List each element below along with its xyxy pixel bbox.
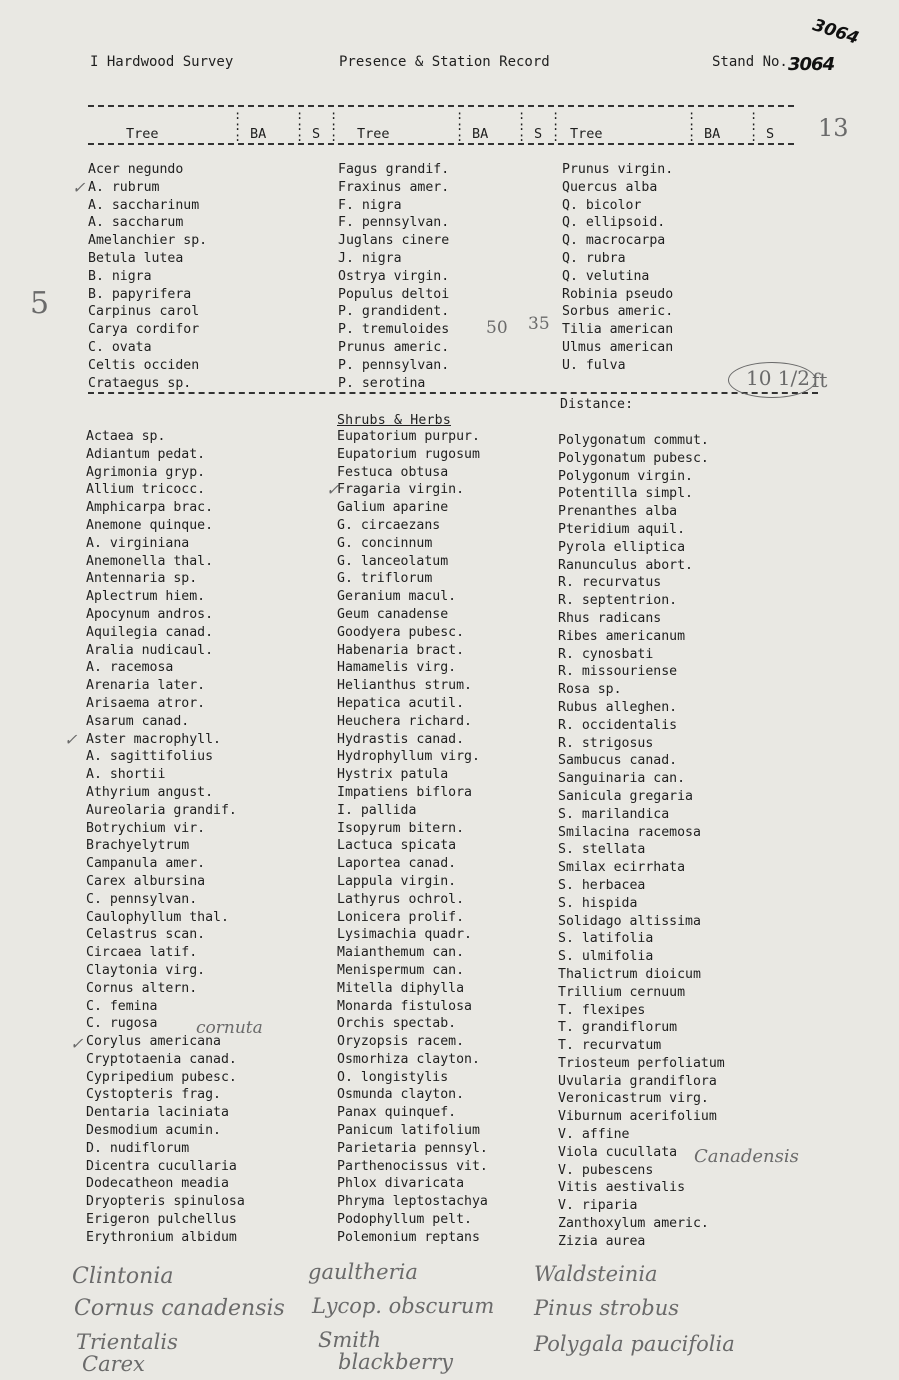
herb-species-row: Asarum canad. <box>86 713 190 729</box>
tree-species-row: Betula lutea <box>88 250 184 266</box>
herb-species-row: Desmodium acumin. <box>86 1123 221 1139</box>
herb-species-row: Corylus americana <box>86 1034 221 1050</box>
note-cornus: Cornus canadensis <box>74 1296 285 1321</box>
herb-species-row: Potentilla simpl. <box>558 486 693 502</box>
tree-species-row: Prunus americ. <box>338 339 450 355</box>
herb-species-row: Menispermum can. <box>337 962 465 978</box>
herb-species-row: A. virginiana <box>86 535 190 551</box>
herb-species-row: Phlox divaricata <box>337 1176 465 1192</box>
herb-list-1 <box>86 428 245 1247</box>
herb-species-row: Panax quinquef. <box>337 1105 457 1121</box>
tree-species-row: F. pennsylvan. <box>338 215 450 231</box>
separator: : : : <box>552 108 560 144</box>
herb-species-row: Aster macrophyll. <box>86 731 221 747</box>
herb-species-row: Cryptotaenia canad. <box>86 1051 237 1067</box>
herb-species-row: Carex albursina <box>86 873 206 889</box>
separator: : : : <box>234 108 242 144</box>
note-pinus: Pinus strobus <box>534 1296 679 1320</box>
tree-species-row: B. nigra <box>88 268 152 284</box>
herb-species-row: G. triflorum <box>337 571 433 587</box>
tree-species-row: Ostrya virgin. <box>338 268 450 284</box>
herb-species-row: Impatiens biflora <box>337 784 472 800</box>
tree-species-row: U. fulva <box>562 357 626 373</box>
distance-value: 10 1/2 <box>746 366 810 390</box>
herb-species-row: Smilax ecirrhata <box>558 860 686 876</box>
note-lycopodium: Lycop. obscurum <box>312 1294 495 1318</box>
herb-species-row: Uvularia grandiflora <box>558 1073 717 1089</box>
herb-species-row: O. longistylis <box>337 1069 449 1085</box>
herb-species-row: Aplectrum hiem. <box>86 589 206 605</box>
col-header-ba-1: BA <box>250 126 267 142</box>
separator: : : : <box>456 108 464 144</box>
herb-species-row: Festuca obtusa <box>337 464 449 480</box>
tree-species-row: Prunus virgin. <box>562 162 674 177</box>
herb-species-row: S. herbacea <box>558 877 646 893</box>
stand-label: Stand No. <box>712 54 788 70</box>
herb-species-row: Pteridium aquil. <box>558 521 686 537</box>
herb-species-row: Adiantum pedat. <box>86 446 206 462</box>
tree-list-3 <box>562 161 673 375</box>
header-rule-top <box>88 105 794 107</box>
herb-species-row: Anemone quinque. <box>86 517 214 533</box>
herb-species-row: A. racemosa <box>86 660 174 676</box>
herb-species-row: Ranunculus abort. <box>558 557 693 573</box>
herb-species-row: Monarda fistulosa <box>337 998 472 1014</box>
herb-species-row: Dentaria laciniata <box>86 1105 229 1121</box>
tree-species-row: Amelanchier sp. <box>88 233 208 249</box>
herb-species-row: Goodyera pubesc. <box>337 624 465 640</box>
herb-species-row: Geranium macul. <box>337 589 457 605</box>
herb-species-row: Polemonium reptans <box>337 1229 480 1245</box>
col-header-ba-2: BA <box>472 126 489 142</box>
herb-species-row: Lysimachia quadr. <box>337 927 472 943</box>
separator: : : : <box>296 108 304 144</box>
record-title: Presence & Station Record <box>339 54 550 70</box>
tree-species-row: P. tremuloides <box>338 322 450 338</box>
herb-species-row: Anemonella thal. <box>86 553 214 569</box>
note-clintonia: Clintonia <box>72 1264 174 1289</box>
herb-species-row: Arenaria later. <box>86 678 206 694</box>
col-header-s-1: S <box>312 126 321 142</box>
herb-species-row: Arisaema atror. <box>86 695 206 711</box>
tree-species-row: Q. ellipsoid. <box>562 215 666 231</box>
herb-species-row: Cypripedium pubesc. <box>86 1069 237 1085</box>
tree-species-row: Carpinus carol <box>88 304 200 320</box>
tree-species-row: B. papyrifera <box>88 286 192 302</box>
col-header-tree-1: Tree <box>126 126 159 142</box>
herb-species-row: T. recurvatum <box>558 1038 662 1054</box>
tree-species-row: Q. rubra <box>562 250 626 266</box>
herb-species-row: Aralia nudicaul. <box>86 642 214 658</box>
herb-species-row: Lactuca spicata <box>337 838 457 854</box>
herb-species-row: Ribes americanum <box>558 628 686 644</box>
tree-species-row: C. ovata <box>88 339 152 355</box>
herb-species-row: Pyrola elliptica <box>558 539 686 555</box>
herb-species-row: Osmorhiza clayton. <box>337 1051 480 1067</box>
stand-number-ink: 3064 <box>810 15 862 49</box>
herb-species-row: Thalictrum dioicum <box>558 966 701 982</box>
herb-species-row: Sanicula gregaria <box>558 788 693 804</box>
herb-species-row: Sanguinaria can. <box>558 771 686 787</box>
herb-list-3 <box>558 432 725 1251</box>
tree-species-row: Quercus alba <box>562 179 658 195</box>
distance-label: Distance: <box>560 397 634 412</box>
herb-species-row: R. missouriense <box>558 664 678 680</box>
herb-species-row: Hystrix patula <box>337 767 449 783</box>
herb-species-row: Lappula virgin. <box>337 873 457 889</box>
herb-species-row: Galium aparine <box>337 500 449 516</box>
herb-species-row: Panicum latifolium <box>337 1123 480 1139</box>
herb-species-row: Trillium cernuum <box>558 984 686 1000</box>
ba-value-note: 50 <box>486 318 508 338</box>
herb-species-row: S. stellata <box>558 842 646 858</box>
herb-species-row: Heuchera richard. <box>337 713 472 729</box>
herb-species-row: Parietaria pennsyl. <box>337 1140 488 1156</box>
herb-species-row: T. flexipes <box>558 1002 646 1018</box>
herb-species-row: Rubus alleghen. <box>558 699 678 715</box>
tree-species-row: J. nigra <box>338 250 402 266</box>
herb-species-row: Dicentra cucullaria <box>86 1158 237 1174</box>
herb-species-row: Athyrium angust. <box>86 784 214 800</box>
herb-species-row: Osmunda clayton. <box>337 1087 465 1103</box>
tree-species-row: Robinia pseudo <box>562 286 674 302</box>
col-header-ba-3: BA <box>704 126 721 142</box>
herb-species-row: Triosteum perfoliatum <box>558 1055 725 1071</box>
herb-species-row: Celastrus scan. <box>86 927 206 943</box>
separator: : : : <box>750 108 758 144</box>
distance-unit: ft <box>812 368 828 392</box>
herb-species-row: Mitella diphylla <box>337 980 465 996</box>
herb-species-row: V. pubescens <box>558 1162 654 1178</box>
check-mark: ✓ <box>326 480 340 499</box>
tree-species-row: Celtis occiden <box>88 357 200 373</box>
herb-species-row: C. femina <box>86 998 158 1014</box>
survey-title: I Hardwood Survey <box>90 54 234 70</box>
herb-species-row: C. rugosa <box>86 1016 158 1032</box>
herb-species-row: Caulophyllum thal. <box>86 909 229 925</box>
herb-species-row: I. pallida <box>337 802 417 818</box>
tree-list-2 <box>338 161 449 392</box>
herb-species-row: Maianthemum can. <box>337 945 465 961</box>
herb-species-row: Circaea latif. <box>86 945 198 961</box>
herb-species-row: Hydrastis canad. <box>337 731 465 747</box>
herb-species-row: Oryzopsis racem. <box>337 1034 465 1050</box>
s-value-note: 35 <box>528 314 550 334</box>
herb-list-2 <box>337 428 488 1247</box>
note-smith: Smith <box>318 1328 381 1352</box>
herb-species-row: T. grandiflorum <box>558 1020 678 1036</box>
tree-species-row: Carya cordifor <box>88 322 200 338</box>
herb-species-row: Zizia aurea <box>558 1233 646 1249</box>
left-margin-note: 5 <box>30 286 50 321</box>
tree-species-row: Tilia american <box>562 322 674 338</box>
separator: : : : <box>518 108 526 144</box>
note-gaultheria: gaultheria <box>308 1260 418 1284</box>
tree-species-row: P. pennsylvan. <box>338 357 450 373</box>
herb-species-row: Polygonatum commut. <box>558 433 709 448</box>
col-header-s-3: S <box>766 126 775 142</box>
herb-species-row: Viola cucullata <box>558 1144 678 1160</box>
herb-species-row: Prenanthes alba <box>558 504 678 520</box>
herb-species-row: Isopyrum bitern. <box>337 820 465 836</box>
herb-species-row: Agrimonia gryp. <box>86 464 206 480</box>
section-rule <box>88 392 818 394</box>
herb-species-row: A. sagittifolius <box>86 749 214 765</box>
tree-species-row: Fraxinus amer. <box>338 179 450 195</box>
herb-species-row: V. riparia <box>558 1198 638 1214</box>
herb-species-row: Podophyllum pelt. <box>337 1212 472 1228</box>
herb-species-row: R. septentrion. <box>558 593 678 609</box>
tree-species-row: P. serotina <box>338 375 426 391</box>
tree-species-row: Q. macrocarpa <box>562 233 666 249</box>
herb-species-row: Aureolaria grandif. <box>86 802 237 818</box>
herb-species-row: V. affine <box>558 1127 630 1143</box>
herb-species-row: G. circaezans <box>337 517 441 533</box>
tree-species-row: Acer negundo <box>88 162 184 177</box>
herb-species-row: S. latifolia <box>558 931 654 947</box>
herb-species-row: Polygonatum pubesc. <box>558 450 709 466</box>
herb-species-row: R. strigosus <box>558 735 654 751</box>
tree-count-note: 13 <box>818 114 849 142</box>
herb-species-row: Habenaria bract. <box>337 642 465 658</box>
note-blackberry: blackberry <box>338 1350 453 1374</box>
herb-species-row: Erigeron pulchellus <box>86 1212 237 1228</box>
herb-species-row: Smilacina racemosa <box>558 824 701 840</box>
herb-species-row: Amphicarpa brac. <box>86 500 214 516</box>
herb-species-row: Botrychium vir. <box>86 820 206 836</box>
tree-list-1 <box>88 161 207 392</box>
tree-species-row: Q. bicolor <box>562 197 642 213</box>
herb-species-row: Dodecatheon meadia <box>86 1176 229 1192</box>
herb-species-row: Polygonum virgin. <box>558 468 693 484</box>
tree-species-row: Crataegus sp. <box>88 375 192 391</box>
tree-species-row: Ulmus american <box>562 339 674 355</box>
tree-species-row: Populus deltoi <box>338 286 450 302</box>
note-waldsteinia: Waldsteinia <box>534 1262 658 1286</box>
herb-species-row: Aquilegia canad. <box>86 624 214 640</box>
canadensis-note: Canadensis <box>694 1146 799 1167</box>
herb-species-row: Laportea canad. <box>337 856 457 872</box>
herb-species-row: Phryma leptostachya <box>337 1194 488 1210</box>
note-polygala: Polygala paucifolia <box>534 1332 735 1356</box>
tree-species-row: A. rubrum <box>88 179 160 195</box>
tree-species-row: F. nigra <box>338 197 402 213</box>
herb-species-row: Sambucus canad. <box>558 753 678 769</box>
herb-species-row: S. hispida <box>558 895 638 911</box>
herb-species-row: C. pennsylvan. <box>86 891 198 907</box>
herb-species-row: Hepatica acutil. <box>337 695 465 711</box>
check-mark: ✓ <box>72 178 86 197</box>
herb-species-row: G. concinnum <box>337 535 433 551</box>
herb-species-row: Eupatorium rugosum <box>337 446 480 462</box>
check-mark: ✓ <box>70 1034 84 1053</box>
tree-species-row: A. saccharum <box>88 215 184 231</box>
note-carex: Carex <box>82 1352 145 1376</box>
herb-species-row: Solidago altissima <box>558 913 701 929</box>
herb-species-row: Brachyelytrum <box>86 838 190 854</box>
tree-species-row: Sorbus americ. <box>562 304 674 320</box>
tree-species-row: Juglans cinere <box>338 233 450 249</box>
herb-species-row: Orchis spectab. <box>337 1016 457 1032</box>
herb-species-row: Cornus altern. <box>86 980 198 996</box>
herb-species-row: Erythronium albidum <box>86 1229 237 1245</box>
herb-species-row: Lonicera prolif. <box>337 909 465 925</box>
tree-species-row: A. saccharinum <box>88 197 200 213</box>
herb-species-row: Rhus radicans <box>558 610 662 626</box>
herb-species-row: Veronicastrum virg. <box>558 1091 709 1107</box>
herb-species-row: A. shortii <box>86 767 166 783</box>
herb-species-row: Viburnum acerifolium <box>558 1109 717 1125</box>
herb-species-row: Claytonia virg. <box>86 962 206 978</box>
herb-species-row: Eupatorium purpur. <box>337 429 480 444</box>
herb-species-row: Hamamelis virg. <box>337 660 457 676</box>
herb-species-row: Cystopteris frag. <box>86 1087 221 1103</box>
herb-species-row: S. ulmifolia <box>558 949 654 965</box>
herb-species-row: Parthenocissus vit. <box>337 1158 488 1174</box>
herb-species-row: Hydrophyllum virg. <box>337 749 480 765</box>
herb-species-row: Helianthus strum. <box>337 678 472 694</box>
herb-species-row: Apocynum andros. <box>86 606 214 622</box>
herb-species-row: Campanula amer. <box>86 856 206 872</box>
tree-species-row: Q. velutina <box>562 268 650 284</box>
col-header-tree-3: Tree <box>570 126 603 142</box>
check-mark: ✓ <box>64 730 78 749</box>
stand-number-typed: 3064 <box>788 54 835 75</box>
herb-species-row: Lathyrus ochrol. <box>337 891 465 907</box>
herb-species-row: D. nudiflorum <box>86 1140 190 1156</box>
herb-species-row: Rosa sp. <box>558 682 622 698</box>
herb-species-row: Zanthoxylum americ. <box>558 1216 709 1232</box>
tree-species-row: P. grandident. <box>338 304 450 320</box>
herb-species-row: Dryopteris spinulosa <box>86 1194 245 1210</box>
herb-species-row: R. recurvatus <box>558 575 662 591</box>
herb-species-row: Allium tricocc. <box>86 482 206 498</box>
shrubs-heading: Shrubs & Herbs <box>337 413 451 428</box>
herb-species-row: Fragaria virgin. <box>337 482 465 498</box>
tree-species-row: Fagus grandif. <box>338 162 450 177</box>
herb-species-row: R. cynosbati <box>558 646 654 662</box>
note-trientalis: Trientalis <box>76 1330 178 1354</box>
col-header-tree-2: Tree <box>357 126 390 142</box>
col-header-s-2: S <box>534 126 543 142</box>
herb-species-row: R. occidentalis <box>558 717 678 733</box>
herb-species-row: G. lanceolatum <box>337 553 449 569</box>
separator: : : : <box>688 108 696 144</box>
herb-species-row: Antennaria sp. <box>86 571 198 587</box>
separator: : : : <box>330 108 338 144</box>
herb-species-row: S. marilandica <box>558 806 670 822</box>
herb-species-row: Actaea sp. <box>86 429 166 444</box>
cornuta-note: cornuta <box>196 1018 263 1038</box>
herb-species-row: Vitis aestivalis <box>558 1180 686 1196</box>
herb-species-row: Geum canadense <box>337 606 449 622</box>
